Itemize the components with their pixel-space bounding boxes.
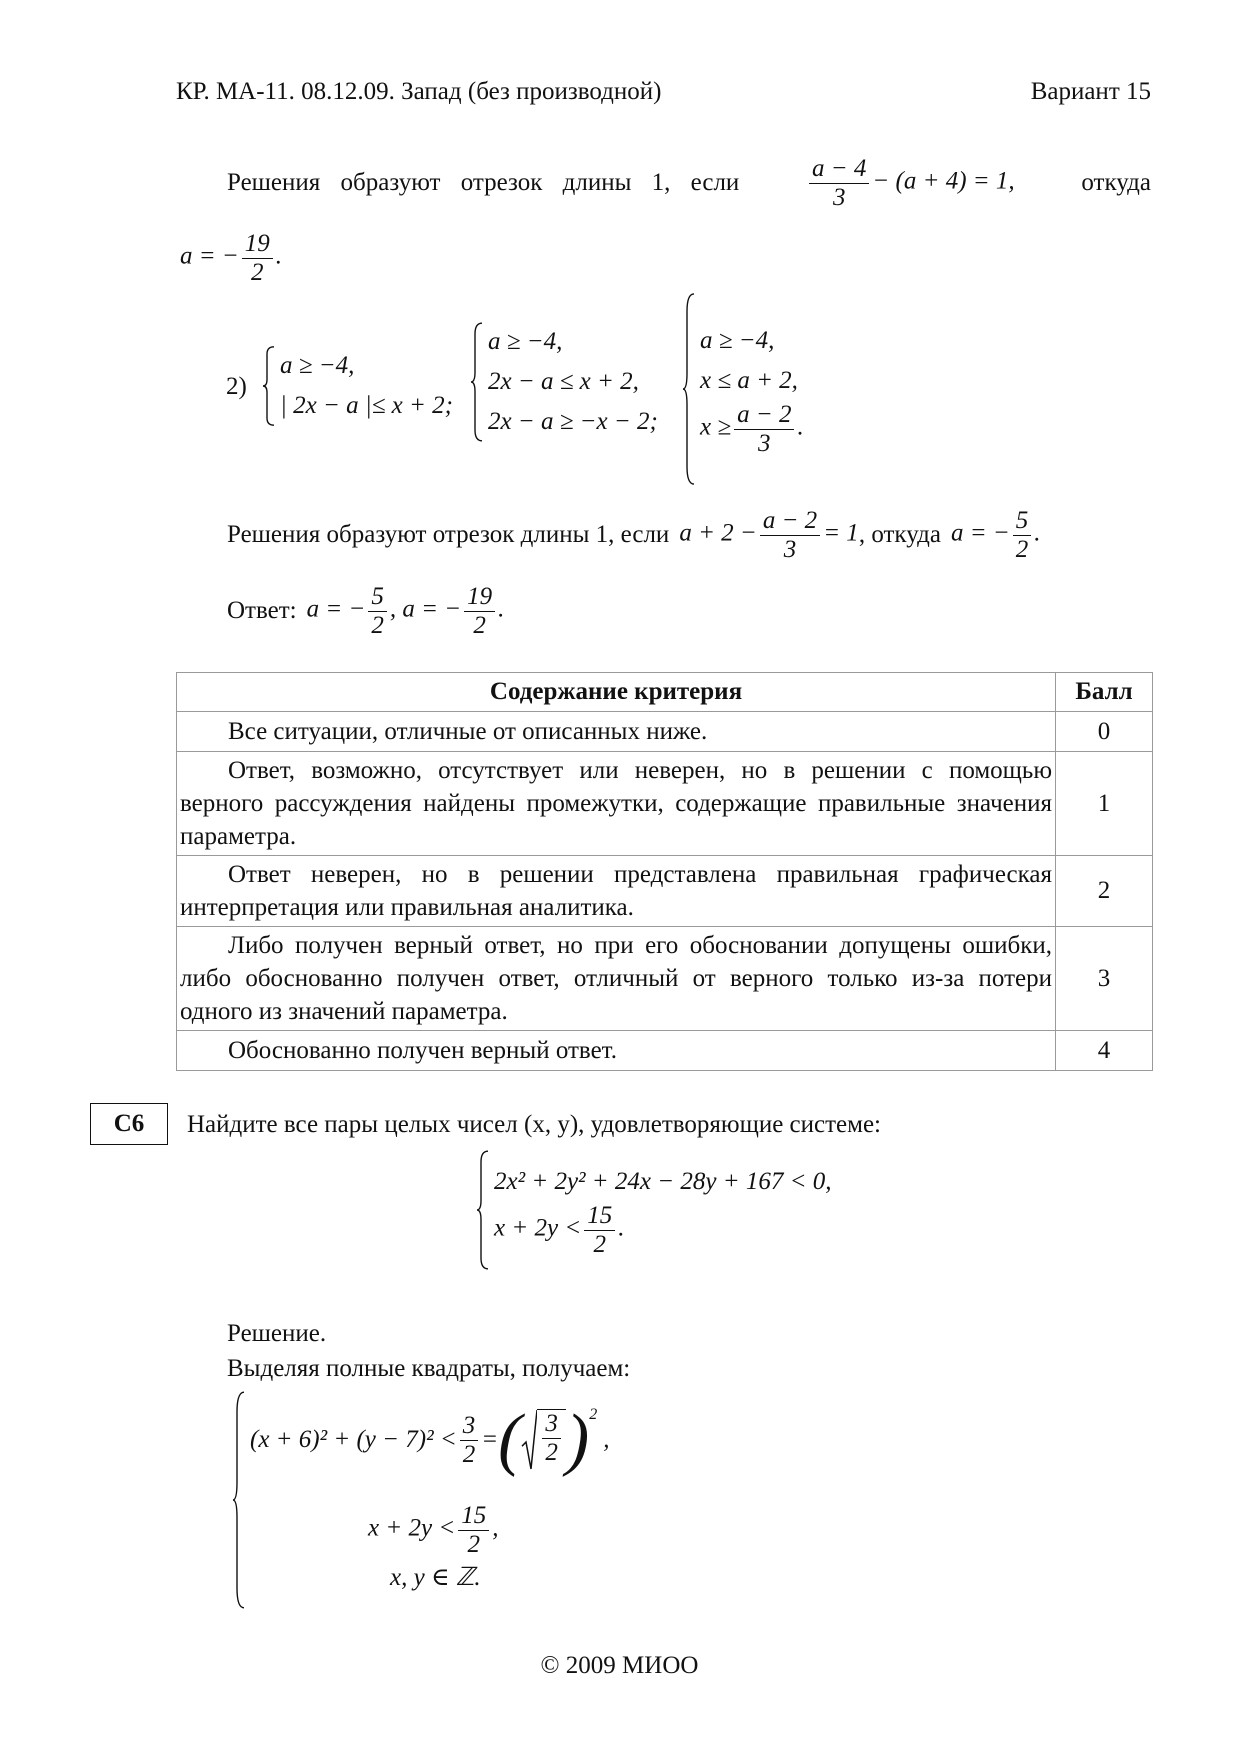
case2-sys1-line2: | 2x − a |≤ x + 2; — [280, 392, 453, 419]
solution-intro: Выделяя полные квадраты, получаем: — [227, 1355, 631, 1382]
c6-task-text: Найдите все пары целых чисел (x, y), удовлетворяющие системе: — [187, 1111, 882, 1138]
c6-sys-line1: 2x² + 2y² + 24x − 28y + 167 < 0, — [494, 1168, 832, 1195]
case2-label: 2) — [226, 373, 247, 400]
solution-line1: (x + 6)² + (y − 7)² < $\frac{3}{2}$ = ( $\frac{3}{2}$ ) $^2$ , — [250, 1401, 610, 1478]
answer-label: Ответ: — [227, 597, 297, 624]
header-left: КР. МА-11. 08.12.09. Запад (без производной) — [176, 78, 662, 105]
table-row — [177, 927, 1153, 1031]
col-content-header: Содержание критерия — [177, 673, 1056, 712]
brace-icon — [476, 1150, 490, 1270]
brace-icon — [682, 292, 696, 486]
brace-icon — [232, 1390, 246, 1610]
case2-sys3-line1: a ≥ −4, — [700, 327, 775, 354]
part1-line2-fraction: $\frac{19}{2}$ — [242, 230, 273, 286]
part2-tail: , откуда — [858, 521, 941, 548]
c6-sys-line2: x + 2y < $\frac{15}{2}$ . — [494, 1202, 625, 1258]
part2-equation: a + 2 − $\frac{a - 2}{3}$ = 1 — [679, 507, 859, 563]
left-paren: ( — [498, 1401, 522, 1478]
table-row — [177, 1031, 1153, 1071]
table-row — [177, 752, 1153, 856]
table-header-row — [177, 673, 1153, 712]
criterion-score: 3 — [1056, 927, 1153, 1031]
criteria-table — [176, 672, 1153, 1071]
case2-system3 — [682, 292, 804, 486]
part2-line — [227, 507, 1040, 563]
criterion-score: 4 — [1056, 1031, 1153, 1071]
part2-answer: a = − $\frac{5}{2}$ . — [950, 507, 1041, 563]
case2-system1 — [262, 346, 453, 426]
criterion-score: 2 — [1056, 856, 1153, 927]
criterion-score: 0 — [1056, 712, 1153, 752]
case2-sys3-line3: x ≥ $\frac{a - 2}{3}$ . — [700, 401, 804, 457]
part1-equation: $\frac{a - 4}{3}$ − (a + 4) = 1, — [806, 155, 1015, 211]
solution-line2: x + 2y < $\frac{15}{2}$ , — [368, 1502, 499, 1558]
brace-icon — [262, 346, 276, 426]
sqrt-symbol: $\frac{3}{2}$ — [521, 1409, 566, 1471]
case2-sys1-line1: a ≥ −4, — [280, 352, 355, 379]
case2-system2 — [470, 322, 658, 442]
solution-line3: x, y ∈ ℤ. — [390, 1564, 481, 1591]
criterion-text: Ответ неверен, но в решении представлена правильная графическая интерпретация или правильная аналитика. — [177, 856, 1056, 927]
brace-icon — [470, 322, 484, 442]
criterion-score: 1 — [1056, 752, 1153, 856]
table-row — [177, 856, 1153, 927]
part1-fraction: $\frac{a - 4}{3}$ — [809, 155, 869, 211]
case2-sys3-line2: x ≤ a + 2, — [700, 367, 798, 394]
case2-sys2-line3: 2x − a ≥ −x − 2; — [488, 408, 658, 435]
criterion-text: Все ситуации, отличные от описанных ниже. — [177, 712, 1056, 752]
c6-system — [476, 1150, 831, 1270]
solution-heading: Решение. — [227, 1320, 327, 1347]
part1-text: Решения образуют отрезок длины 1, если — [227, 169, 740, 196]
footer: © 2009 МИОО — [540, 1652, 699, 1679]
col-score-header: Балл — [1056, 673, 1153, 712]
solution-system — [232, 1390, 609, 1610]
part1-line2: a = − $\frac{19}{2}$ . — [180, 230, 282, 286]
task-number-box: C6 — [90, 1103, 168, 1145]
criterion-text: Ответ, возможно, отсутствует или неверен, но в решении с помощью верного рассуждения найдены промежутки, содержащие правильные значения параметра. — [177, 752, 1056, 856]
header-right: Вариант 15 — [1030, 78, 1151, 105]
criterion-text: Либо получен верный ответ, но при его обосновании допущены ошибки, либо обоснованно получен ответ, отличный от верного только из-за потери одного из значений параметра. — [177, 927, 1056, 1031]
part2-text: Решения образуют отрезок длины 1, если — [227, 521, 670, 548]
table-row — [177, 712, 1153, 752]
case2-sys2-line1: a ≥ −4, — [488, 328, 563, 355]
criterion-text: Обоснованно получен верный ответ. — [177, 1031, 1056, 1071]
part1-tail: откуда — [1081, 169, 1151, 196]
answer-line: Ответ: a = − $\frac{5}{2}$ , a = − $\frac{19}{2}$ . — [227, 583, 505, 639]
part1-line1 — [227, 155, 1151, 211]
right-paren: ) — [565, 1401, 590, 1478]
case2-sys2-line2: 2x − a ≤ x + 2, — [488, 368, 639, 395]
